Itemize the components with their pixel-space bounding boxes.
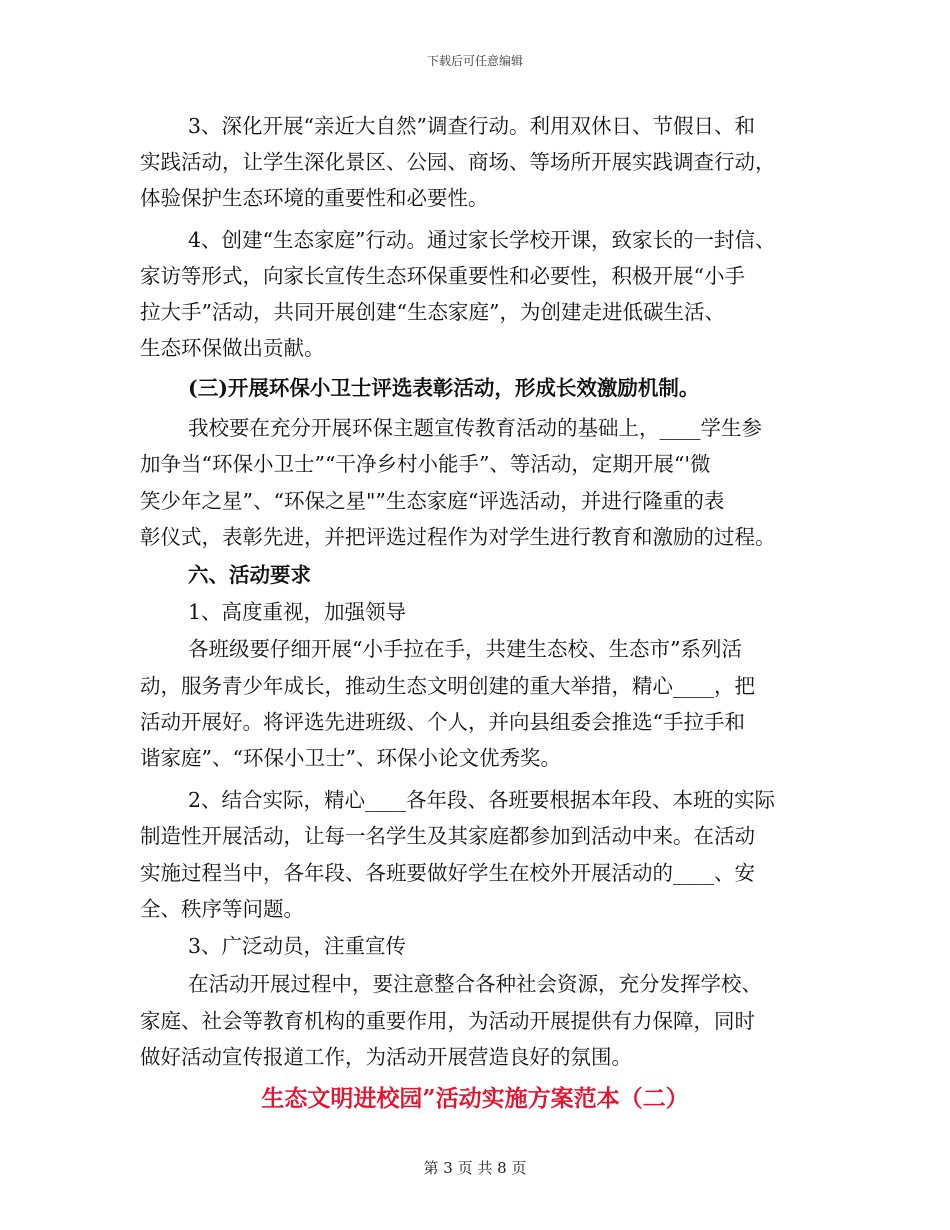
paragraph-line: 拉大手”活动，共同开展创建“生态家庭”，为创建走进低碳生活、: [140, 300, 725, 324]
section-heading: 六、活动要求: [188, 563, 311, 587]
subsection-heading: 3、广泛动员，注重宣传: [188, 934, 407, 958]
paragraph-line: 加争当“环保小卫士”“干净乡村小能手”、等活动，定期开展“'微: [140, 452, 711, 476]
paragraph-line: 活动开展好。将评选先进班级、个人，并向县组委会推选“手拉手和: [140, 710, 745, 734]
paragraph-line: 家访等形式，向家长宣传生态环保重要性和必要性，积极开展“小手: [140, 264, 745, 288]
paragraph-line: 实施过程当中，各年段、各班要做好学生在校外开展活动的____、安: [140, 861, 755, 885]
paragraph-line: 家庭、社会等教育机构的重要作用，为活动开展提供有力保障，同时: [140, 1009, 755, 1033]
page-footer: 第 3 页 共 8 页: [423, 1159, 527, 1177]
document-title: 生态文明进校园”活动实施方案范本（二）: [261, 1085, 689, 1112]
subsection-heading: 2、结合实际，精心____各年段、各班要根据本年段、本班的实际: [188, 788, 776, 812]
paragraph-line: 3、深化开展“亲近大自然”调查行动。利用双休日、节假日、和: [188, 114, 756, 138]
section-heading: (三)开展环保小卫士评选表彰活动，形成长效激励机制。: [188, 376, 700, 400]
subsection-heading: 1、高度重视，加强领导: [188, 600, 407, 624]
paragraph-line: 我校要在充分开展环保主题宣传教育活动的基础上，____学生参: [188, 416, 762, 440]
paragraph-line: 彰仪式，表彰先进，并把评选过程作为对学生进行教育和激励的过程。: [140, 525, 776, 549]
paragraph-line: 体验保护生态环境的重要性和必要性。: [140, 186, 489, 210]
paragraph-line: 笑少年之星”、“环保之星"”生态家庭“评选活动，并进行隆重的表: [140, 489, 725, 513]
paragraph-line: 生态环保做出贡献。: [140, 336, 325, 360]
paragraph-line: 实践活动，让学生深化景区、公园、商场、等场所开展实践调查行动，: [140, 150, 776, 174]
paragraph-line: 做好活动宣传报道工作，为活动开展营造良好的氛围。: [140, 1045, 632, 1069]
paragraph-line: 谐家庭”、“环保小卫士”、环保小论文优秀奖。: [140, 746, 561, 770]
paragraph-line: 动，服务青少年成长，推动生态文明创建的重大举措，精心____，把: [140, 674, 755, 698]
paragraph-line: 4、创建“生态家庭”行动。通过家长学校开课，致家长的一封信、: [188, 228, 776, 252]
paragraph-line: 全、秩序等问题。: [140, 897, 304, 921]
paragraph-line: 在活动开展过程中，要注意整合各种社会资源，充分发挥学校、: [188, 972, 762, 996]
paragraph-line: 各班级要仔细开展“小手拉在手，共建生态校、生态市”系列活: [188, 637, 742, 661]
page-header: 下载后可任意编辑: [426, 54, 523, 68]
paragraph-line: 制造性开展活动，让每一名学生及其家庭都参加到活动中来。在活动: [140, 824, 755, 848]
